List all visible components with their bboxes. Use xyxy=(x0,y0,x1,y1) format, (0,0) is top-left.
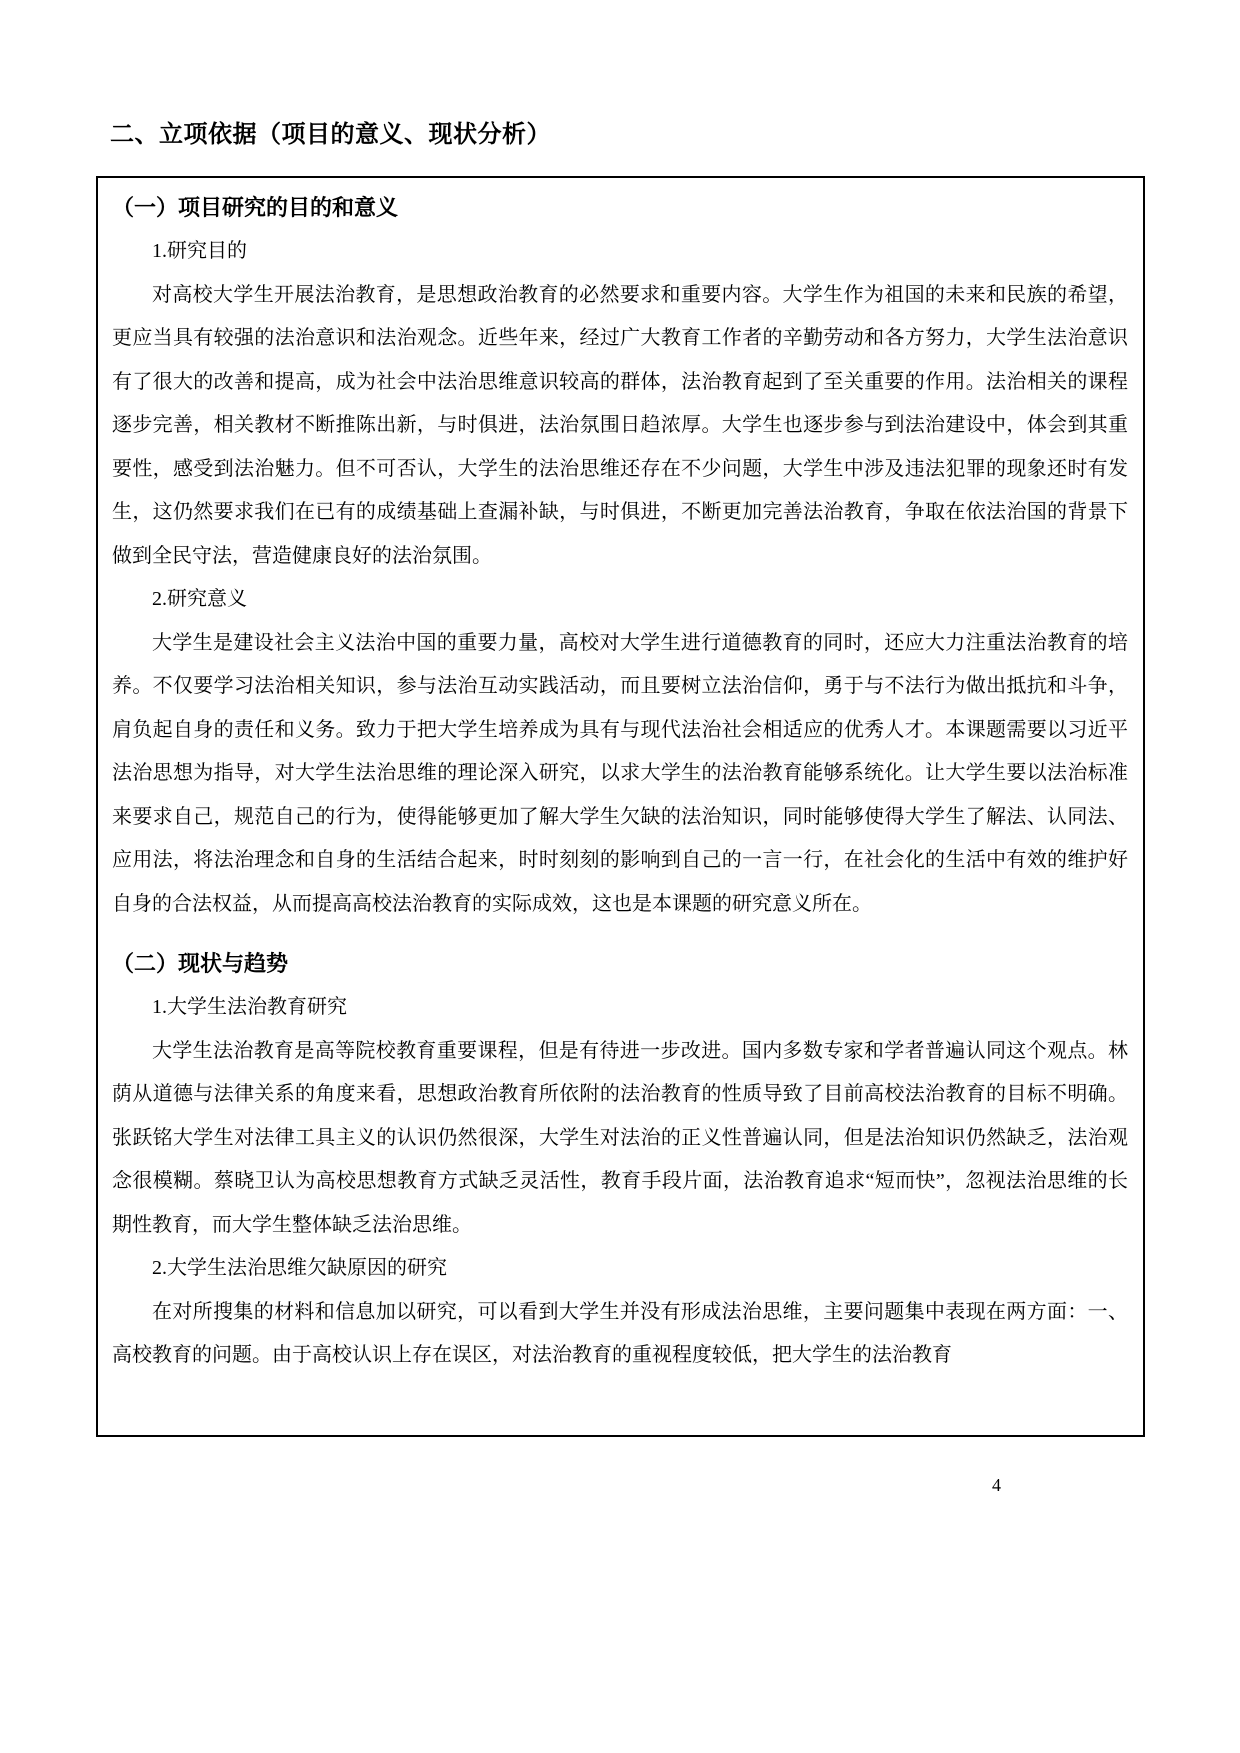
page-number: 4 xyxy=(992,1475,1001,1495)
paragraph-deficiency-causes: 在对所搜集的材料和信息加以研究，可以看到大学生并没有形成法治思维，主要问题集中表现在两方面：一、高校教育的问题。由于高校认识上存在误区，对法治教育的重视程度较低，把大学生的法治教育 xyxy=(112,1300,1128,1366)
subsection-label-education-research: 1.大学生法治教育研究 xyxy=(152,996,347,1018)
paragraph-education-research: 大学生法治教育是高等院校教育重要课程，但是有待进一步改进。国内多数专家和学者普遍认同这个观点。林荫从道德与法律关系的角度来看，思想政治教育所依附的法治教育的性质导致了目前高校法治教育的目标不明确。张跃铭大学生对法律工具主义的认识仍然很深，大学生对法治的正义性普遍认同，但是法治知识仍然缺乏，法治观念很模糊。蔡晓卫认为高校思想教育方式缺乏灵活性，教育手段片面，法治教育追求“短而快”，忽视法治思维的长期性教育，而大学生整体缺乏法治思维。 xyxy=(112,1039,1128,1236)
paragraph-research-significance: 大学生是建设社会主义法治中国的重要力量，高校对大学生进行道德教育的同时，还应大力注重法治教育的培养。不仅要学习法治相关知识，参与法治互动实践活动，而且要树立法治信仰，勇于与不法行为做出抵抗和斗争，肩负起自身的责任和义务。致力于把大学生培养成为具有与现代法治社会相适应的优秀人才。本课题需要以习近平法治思想为指导，对大学生法治思维的理论深入研究，以求大学生的法治教育能够系统化。让大学生要以法治标准来要求自己，规范自己的行为，使得能够更加了解大学生欠缺的法治知识，同时能够使得大学生了解法、认同法、应用法，将法治理念和自身的生活结合起来，时时刻刻的影响到自己的一言一行，在社会化的生活中有效的维护好自身的合法权益，从而提高高校法治教育的实际成效，这也是本课题的研究意义所在。 xyxy=(112,631,1128,915)
subsection-label-research-significance: 2.研究意义 xyxy=(152,588,247,610)
content-box xyxy=(96,176,1145,1437)
section-purpose-significance xyxy=(112,186,1128,926)
subsection-label-deficiency-causes: 2.大学生法治思维欠缺原因的研究 xyxy=(152,1257,447,1279)
section-title-status: （二）现状与趋势 xyxy=(112,951,289,976)
paragraph-research-purpose: 对高校大学生开展法治教育，是思想政治教育的必然要求和重要内容。大学生作为祖国的未来和民族的希望，更应当具有较强的法治意识和法治观念。近些年来，经过广大教育工作者的辛勤劳动和各方努力，大学生法治意识有了很大的改善和提高，成为社会中法治思维意识较高的群体，法治教育起到了至关重要的作用。法治相关的课程逐步完善，相关教材不断推陈出新，与时俱进，法治氛围日趋浓厚。大学生也逐步参与到法治建设中，体会到其重要性，感受到法治魅力。但不可否认，大学生的法治思维还存在不少问题，大学生中涉及违法犯罪的现象还时有发生，这仍然要求我们在已有的成绩基础上查漏补缺，与时俱进，不断更加完善法治教育，争取在依法治国的背景下做到全民守法，营造健康良好的法治氛围。 xyxy=(112,283,1128,567)
section-status-trends xyxy=(112,942,1128,1378)
section-title-purpose: （一）项目研究的目的和意义 xyxy=(112,195,399,220)
page-title: 二、立项依据（项目的意义、现状分析） xyxy=(110,122,551,148)
subsection-label-research-purpose: 1.研究目的 xyxy=(152,240,247,262)
